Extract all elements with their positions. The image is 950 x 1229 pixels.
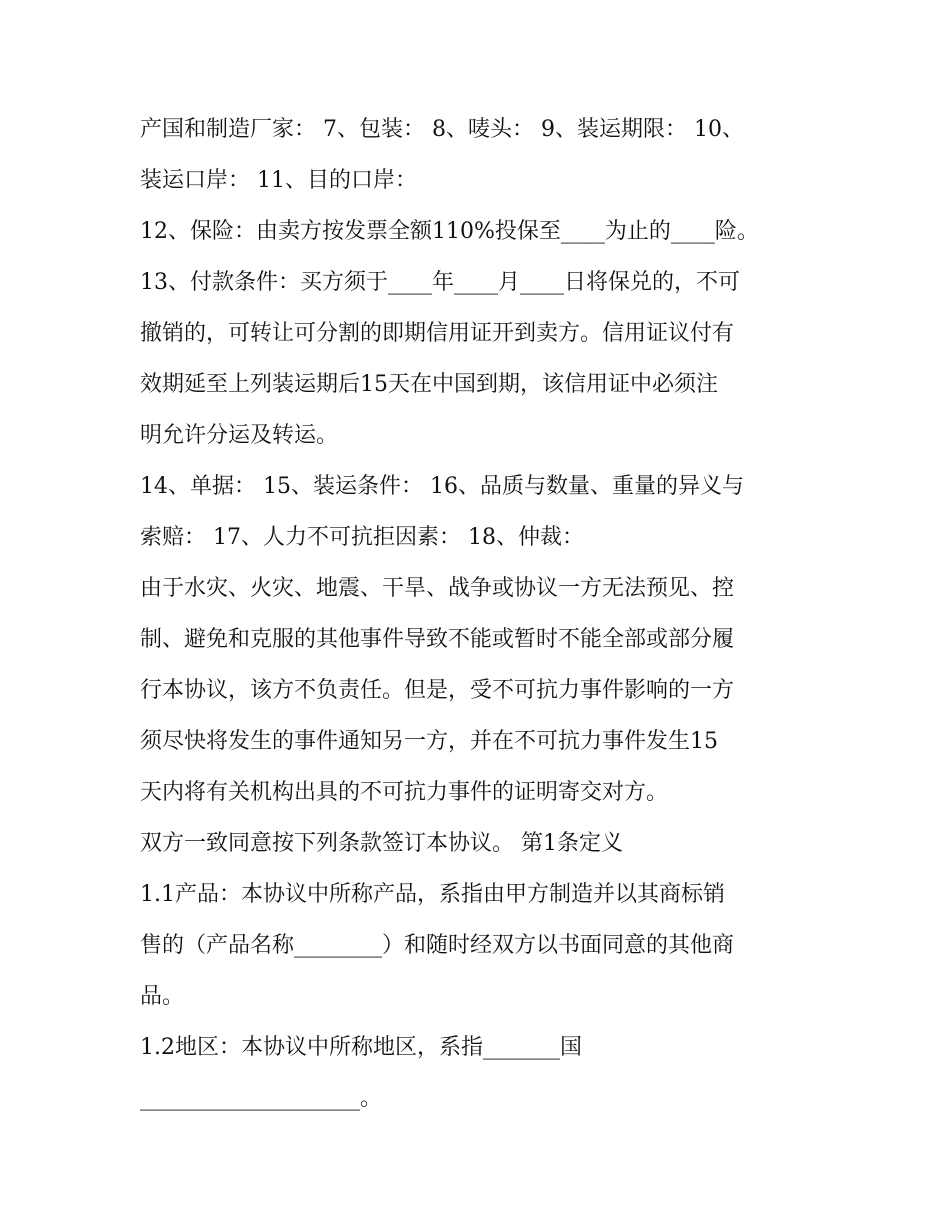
text-line: ____________________。 (140, 1086, 383, 1111)
text-line: 1.1产品：本协议中所称产品，系指由甲方制造并以其商标销 (140, 882, 725, 907)
text-line: 天内将有关机构出具的不可抗力事件的证明寄交对方。 (140, 780, 669, 805)
text-line: 须尽快将发生的事件通知另一方，并在不可抗力事件发生15 (140, 729, 718, 754)
text-line: 13、付款条件：买方须于____年____月____日将保兑的，不可 (140, 270, 740, 295)
text-line: 明允许分运及转运。 (140, 423, 339, 448)
text-line: 14、单据： 15、装运条件： 16、品质与数量、重量的异义与 (140, 474, 744, 499)
text-line: 装运口岸： 11、目的口岸： (140, 168, 417, 193)
document-body (140, 104, 840, 1124)
text-line: 索赔： 17、人力不可抗拒因素： 18、仲裁： (140, 525, 584, 550)
text-line: 由于水灾、火灾、地震、干旱、战争或协议一方无法预见、控 (140, 576, 735, 601)
text-line: 品。 (140, 984, 185, 1009)
text-line: 12、保险：由卖方按发票全额110%投保至____为止的____险。 (140, 219, 759, 244)
text-line: 售的（产品名称________）和随时经双方以书面同意的其他商 (140, 933, 735, 958)
text-line: 行本协议，该方不负责任。但是，受不可抗力事件影响的一方 (140, 678, 735, 703)
text-line: 效期延至上列装运期后15天在中国到期，该信用证中必须注 (140, 372, 718, 397)
text-line: 撤销的，可转让可分割的即期信用证开到卖方。信用证议付有 (140, 321, 735, 346)
text-line: 双方一致同意按下列条款签订本协议。 第1条定义 (140, 831, 623, 856)
text-line: 1.2地区：本协议中所称地区，系指_______国 (140, 1035, 582, 1060)
text-line: 产国和制造厂家： 7、包装： 8、唛头： 9、装运期限： 10、 (140, 117, 744, 142)
text-line: 制、避免和克服的其他事件导致不能或暂时不能全部或部分履 (140, 627, 735, 652)
